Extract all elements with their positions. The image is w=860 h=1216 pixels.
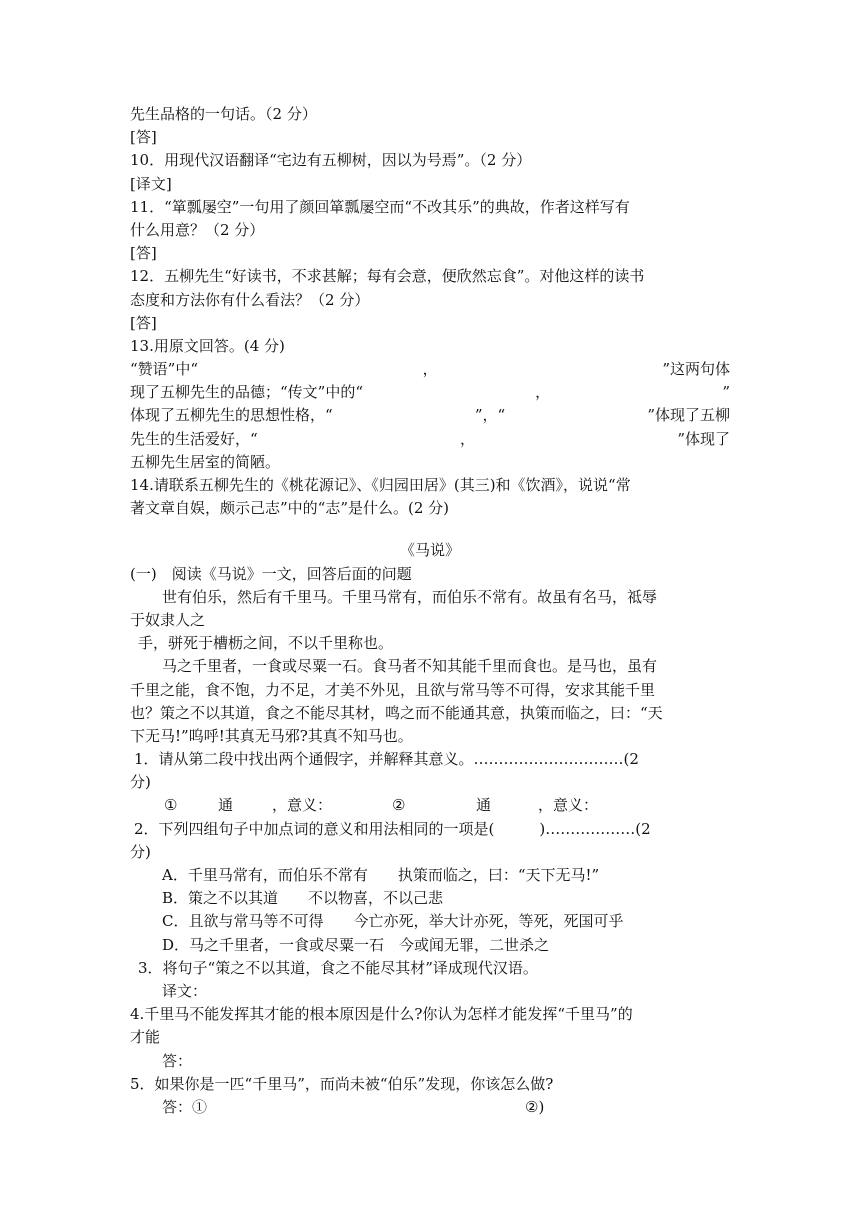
question-2-line2: 分)	[130, 842, 151, 861]
option-a: A．千里马常有，而伯乐不常有 执策而临之，曰：“天下无马!”	[162, 866, 600, 884]
translation-label: [译文]	[130, 174, 172, 193]
question-14-line2: 著文章自娱，颇示己志”中的“志”是什么。(2 分)	[130, 499, 450, 518]
passage-line: 也？策之不以其道，食之不能尽其材，鸣之而不能通其意，执策而临之，曰：“天	[130, 703, 663, 722]
question-10: 10．用现代汉语翻译“宅边有五柳树，因以为号焉”。（2 分）	[130, 151, 532, 170]
question-2-line1: 2．下列四组句子中加点词的意义和用法相同的一项是( )………………(2	[134, 819, 651, 838]
translation-label: 译文：	[162, 981, 208, 1000]
passage-line: 千里之能，食不饱，力不足，才美不外见，且欲与常马等不可得，安求其能千里	[130, 680, 656, 699]
answer-label: [答]	[130, 244, 157, 263]
question-4-line2: 才能	[130, 1028, 161, 1047]
question-13: 13.用原文回答。(4 分)	[130, 336, 285, 355]
passage-line: 于奴隶人之	[130, 610, 206, 629]
option-c: C．且欲与常马等不可得 今亡亦死，举大计亦死，等死，死国可乎	[162, 912, 624, 931]
fill-blank-row: “赞语”中“ ， ”这两句体	[130, 360, 730, 379]
question-4-line1: 4.千里马不能发挥其才能的根本原因是什么?你认为怎样才能发挥“千里马”的	[130, 1005, 633, 1024]
question-1-line2: 分)	[130, 773, 151, 792]
text-line: 先生品格的一句话。（2 分）	[130, 105, 317, 123]
fill-blank-row: 答：① ②)	[162, 1097, 545, 1116]
question-14-line1: 14.请联系五柳先生的《桃花源记》、《归园田居》(其三)和《饮酒》，说说“常	[130, 476, 631, 494]
passage-line: 世有伯乐，然后有千里马。千里马常有，而伯乐不常有。故虽有名马，祗辱	[162, 587, 658, 606]
question-12-line2: 态度和方法你有什么看法？（2 分）	[130, 290, 370, 309]
question-11-line2: 什么用意？（2 分）	[130, 220, 265, 239]
passage-line: 马之千里者，一食或尽粟一石。食马者不知其能千里而食也。是马也，虽有	[162, 657, 658, 676]
document-page	[130, 103, 730, 1119]
question-1-line1: 1．请从第二段中找出两个通假字，并解释其意义。…………………………(2	[134, 750, 639, 769]
fill-blank-row: ① 通 ，意义： ② 通 ，意义：	[164, 796, 599, 815]
question-5: 5．如果你是一匹“千里马”，而尚未被“伯乐”发现，你该怎么做?	[130, 1074, 554, 1093]
question-3: 3．将句子“策之不以其道，食之不能尽其材”译成现代汉语。	[138, 958, 538, 977]
fill-blank-row: 现了五柳先生的品德；“传文”中的“ ， ”	[130, 383, 730, 402]
passage-line: 手，骈死于槽枥之间，不以千里称也。	[138, 634, 394, 653]
fill-blank-row: 先生的生活爱好，“ ， ”体现了	[130, 429, 730, 448]
answer-label: [答]	[130, 128, 157, 147]
section-title: 《马说》	[399, 541, 460, 560]
question-11-line1: 11．“箪瓢屡空”一句用了颜回箪瓢屡空而“不改其乐”的典故，作者这样写有	[130, 197, 630, 216]
option-b: B．策之不以其道 不以物喜，不以己悲	[162, 889, 444, 908]
fill-blank-row: 体现了五柳先生的思想性格，“ ”，“ ”体现了五柳	[130, 406, 730, 425]
text-line: 五柳先生居室的简陋。	[130, 452, 281, 471]
answer-label: 答：	[162, 1051, 193, 1070]
passage-line: 下无马!”呜呼!其真无马邪?其真不知马也。	[130, 726, 413, 745]
question-12-line1: 12．五柳先生“好读书，不求甚解；每有会意，便欣然忘食”。对他这样的读书	[130, 267, 645, 286]
answer-label: [答]	[130, 313, 157, 332]
option-d: D．马之千里者，一食或尽粟一石 今或闻无罪，二世杀之	[162, 935, 550, 954]
section-heading: (一) 阅读《马说》一文，回答后面的问题	[130, 564, 412, 583]
